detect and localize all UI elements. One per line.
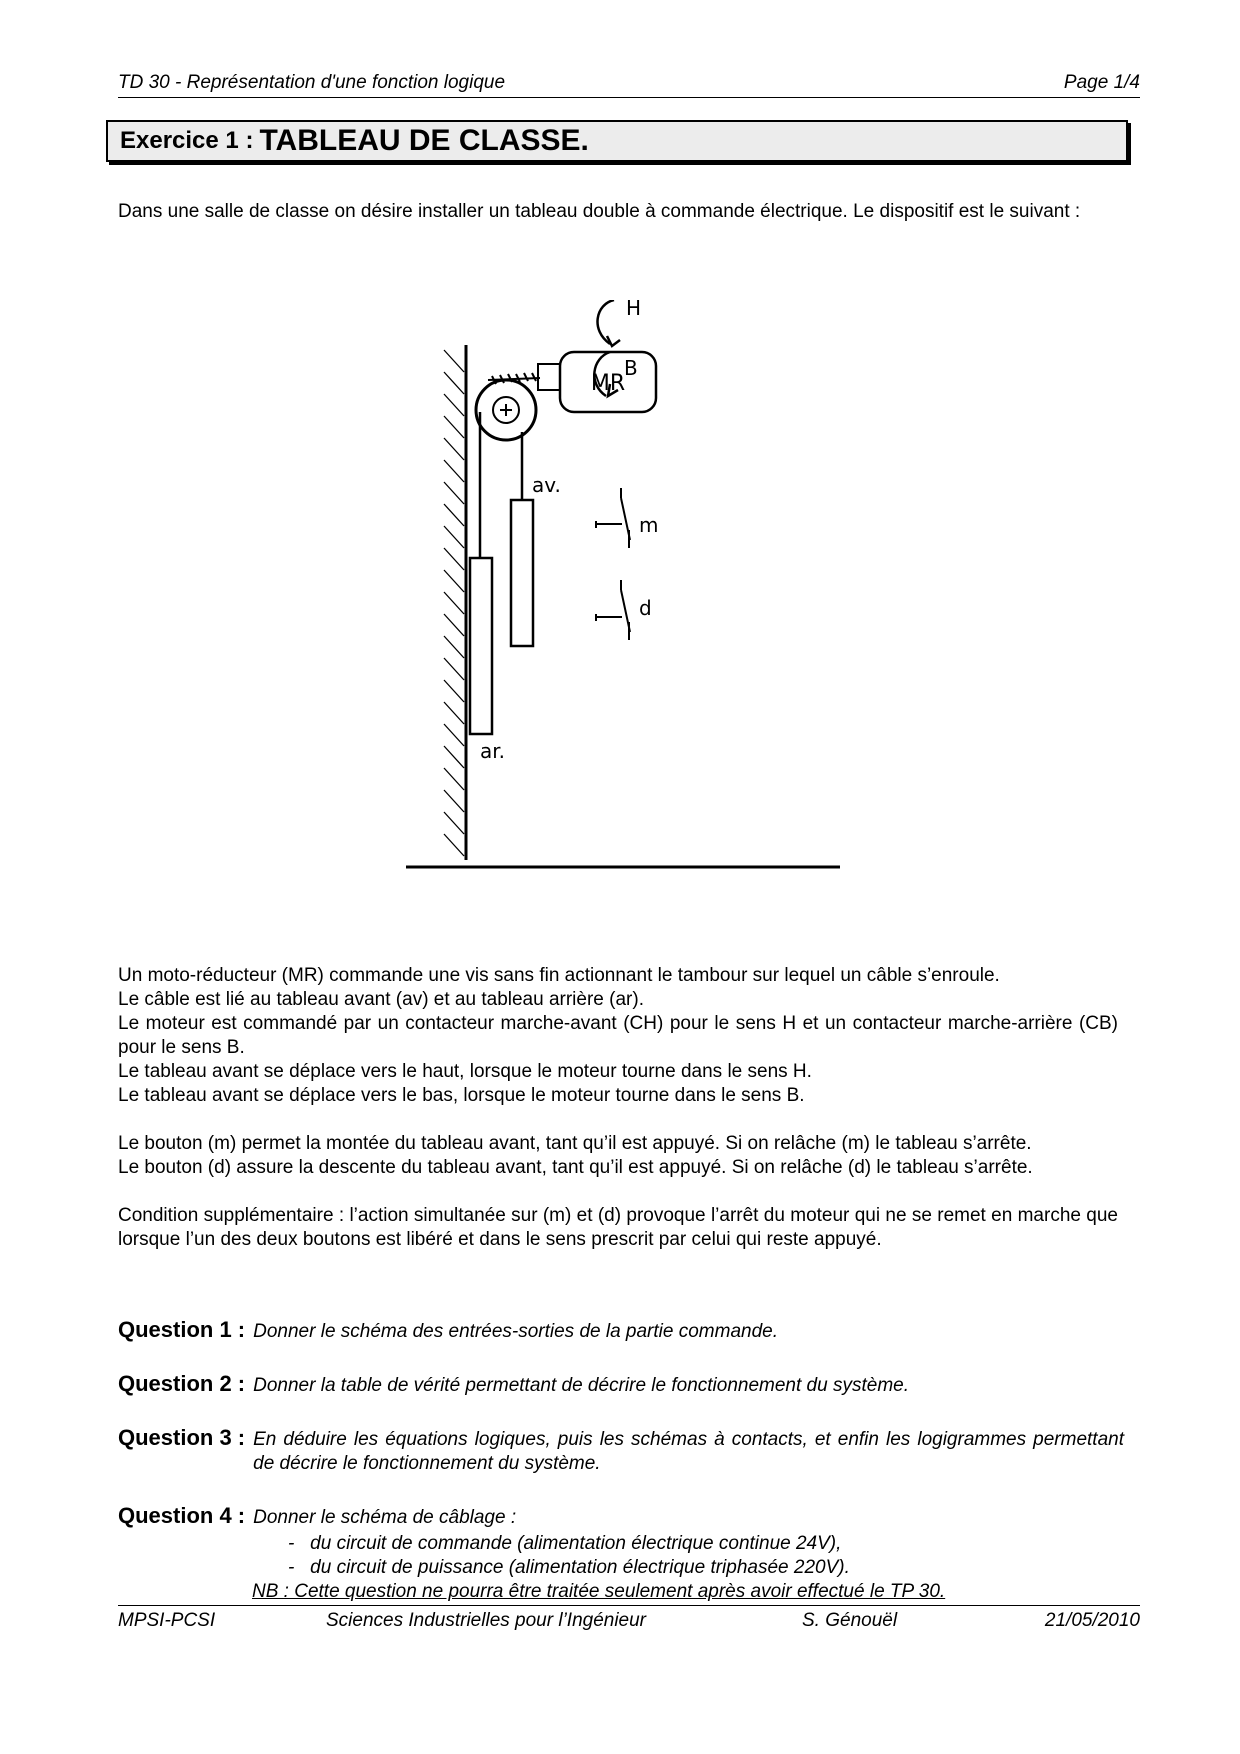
description-line: Le bouton (d) assure la descente du tableau avant, tant qu’il est appuyé. Si on relâche (d) le tableau s’arrête. (118, 1157, 1033, 1178)
back-board (470, 558, 492, 734)
question-text: Donner la table de vérité permettant de décrire le fonctionnement du système. (253, 1375, 909, 1396)
button-d-symbol (596, 580, 630, 640)
description-line: Le bouton (m) permet la montée du tableau avant, tant qu’il est appuyé. Si on relâche (m) le tableau s’arrête. (118, 1133, 1032, 1154)
button-m-symbol (596, 488, 630, 548)
intro-paragraph: Dans une salle de classe on désire installer un tableau double à commande électrique. Le dispositif est le suivant : (118, 201, 1081, 222)
direction-up-label: H (626, 300, 642, 320)
back-board-label: ar. (480, 739, 505, 763)
footer-author: S. Génouël (802, 1610, 898, 1631)
wall (444, 345, 466, 860)
exercise-title: TABLEAU DE CLASSE. (259, 124, 589, 157)
footer-date: 21/05/2010 (1044, 1610, 1140, 1631)
question-4-list (118, 1532, 1124, 1580)
blackboard-diagram (400, 300, 860, 880)
motor-reducer (560, 352, 656, 412)
description-line: Un moto-réducteur (MR) commande une vis sans fin actionnant le tambour sur lequel un câble s’enroule. (118, 965, 1000, 986)
exercise-number: Exercice 1 : (120, 127, 254, 154)
rotation-arrow-up-icon (598, 300, 620, 346)
footer-class: MPSI-PCSI (118, 1610, 216, 1631)
front-board (511, 500, 533, 646)
question-label: Question 3 : (118, 1425, 246, 1450)
footer-subject: Sciences Industrielles pour l’Ingénieur (326, 1610, 647, 1631)
question-label: Question 1 : (118, 1317, 246, 1342)
question-text: En déduire les équations logiques, puis les schémas à contacts, et enfin les logigrammes permettant de décrire le fonctionnement du système. (253, 1429, 1124, 1474)
question-1 (118, 1318, 1124, 1344)
page-header (118, 72, 1140, 98)
direction-down-label: B (624, 356, 638, 380)
header-title: TD 30 - Représentation d'une fonction logique (118, 72, 506, 93)
drum (476, 380, 536, 440)
description-line: Le tableau avant se déplace vers le haut, lorsque le moteur tourne dans le sens H. (118, 1061, 812, 1082)
question-label: Question 4 : (118, 1503, 246, 1528)
note: NB : Cette question ne pourra être traitée seulement après avoir effectué le TP 30. (252, 1581, 946, 1602)
extra-condition: Condition supplémentaire : l’action simultanée sur (m) et (d) provoque l’arrêt du moteur qui ne se remet en marche que lorsque l’un des deux boutons est libéré et dans le sens prescrit par celui qui reste appuyé. (118, 1205, 1118, 1250)
question-4 (118, 1504, 1124, 1604)
question-2 (118, 1372, 1124, 1398)
description-line: Le moteur est commandé par un contacteur marche-avant (CH) pour le sens H et un contacteur marche-arrière (CB) pour le sens B. (118, 1013, 1118, 1058)
front-board-label: av. (532, 473, 561, 497)
description-line: Le câble est lié au tableau avant (av) et au tableau arrière (ar). (118, 989, 644, 1010)
description-line: Le tableau avant se déplace vers le bas, lorsque le moteur tourne dans le sens B. (118, 1085, 805, 1106)
question-text: Donner le schéma de câblage : (253, 1507, 517, 1528)
button-m-label: m (639, 513, 659, 537)
description (118, 964, 1118, 1252)
question-3 (118, 1426, 1124, 1476)
question-label: Question 2 : (118, 1371, 246, 1396)
button-d-label: d (639, 596, 652, 620)
page-footer (118, 1605, 1140, 1631)
page-number: Page 1/4 (1063, 72, 1140, 93)
list-item: - du circuit de commande (alimentation électrique continue 24V), (288, 1532, 1124, 1556)
question-text: Donner le schéma des entrées-sorties de la partie commande. (253, 1321, 778, 1342)
list-item: - du circuit de puissance (alimentation électrique triphasée 220V). (288, 1556, 1124, 1580)
questions (118, 1318, 1124, 1604)
motor-label: MR (590, 371, 626, 396)
exercise-title-box (106, 120, 1128, 162)
